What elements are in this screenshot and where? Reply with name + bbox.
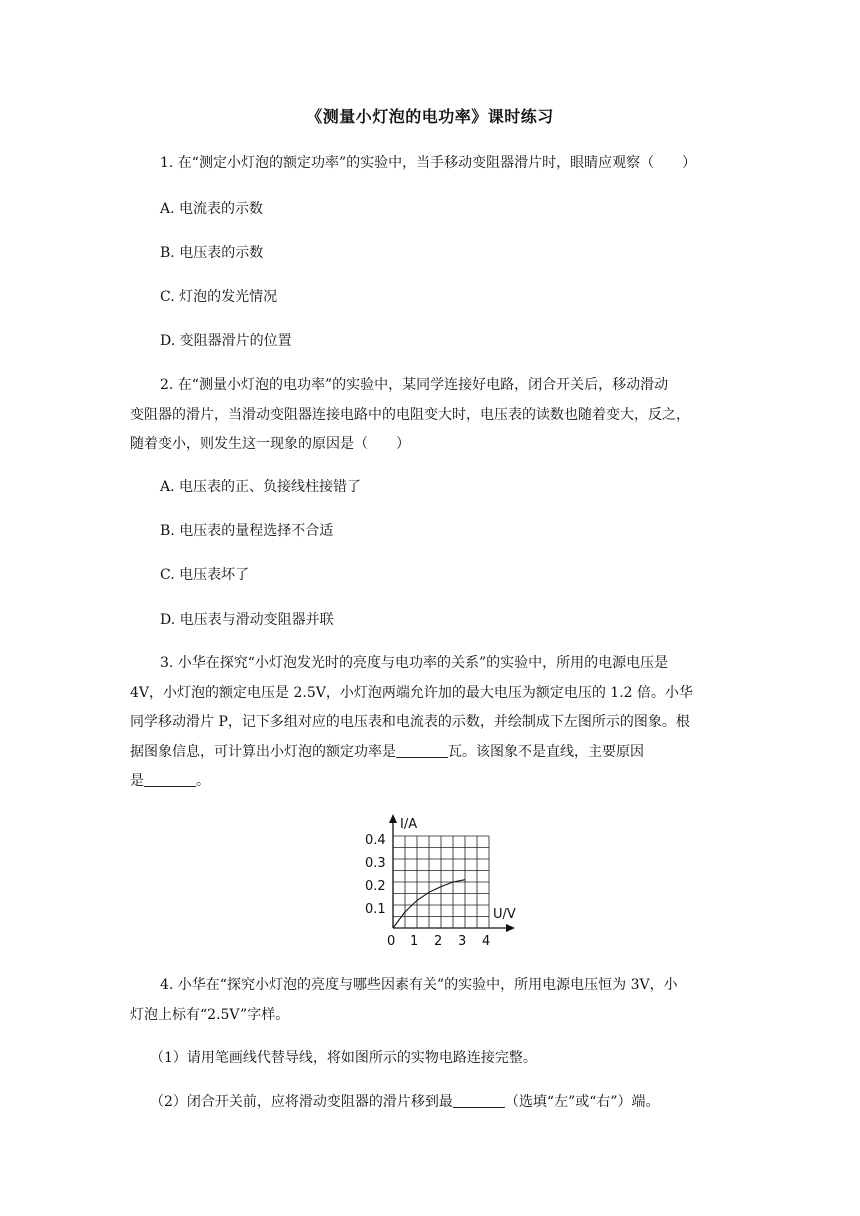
question-2-option-b: B. 电压表的量程选择不合适 bbox=[160, 523, 334, 539]
question-4-sub-2 bbox=[150, 1091, 660, 1111]
question-3-stem-line-3: 同学移动滑片 P，记下多组对应的电压表和电流表的示数，并绘制成下左图所示的图象。根 bbox=[130, 714, 690, 730]
question-2-option-c: C. 电压表坏了 bbox=[160, 567, 250, 583]
question-1-option-b: B. 电压表的示数 bbox=[160, 245, 264, 261]
answer-blank-slider-end[interactable] bbox=[453, 1093, 505, 1108]
question-1-option-d: D. 变阻器滑片的位置 bbox=[160, 333, 292, 349]
question-1-option-a: A. 电流表的示数 bbox=[160, 201, 264, 217]
question-4-stem-line-1: 4. 小华在“探究小灯泡的亮度与哪些因素有关”的实验中，所用电源电压恒为 3V，小 bbox=[160, 977, 678, 993]
question-3-stem-line-4-text: 据图象信息，可计算出小灯泡的额定功率是 bbox=[130, 744, 396, 760]
question-3-stem-line-4-tail: 瓦。该图象不是直线，主要原因 bbox=[448, 744, 644, 760]
origin-label: 0 bbox=[387, 934, 396, 949]
y-tick-label: 0.2 bbox=[365, 879, 386, 894]
x-tick-label: 3 bbox=[458, 934, 467, 949]
x-tick-label: 4 bbox=[482, 934, 491, 949]
question-4-sub-1: （1）请用笔画线代替导线，将如图所示的实物电路连接完整。 bbox=[150, 1050, 537, 1066]
question-3-stem-line-4 bbox=[130, 741, 644, 761]
current-voltage-graph bbox=[355, 812, 535, 952]
question-3-stem-line-5-suffix: 。 bbox=[196, 773, 210, 789]
x-axis-arrow bbox=[506, 924, 515, 932]
question-4-stem-line-2: 灯泡上标有“2.5V”字样。 bbox=[130, 1007, 290, 1023]
page-title: 《测量小灯泡的电功率》课时练习 bbox=[306, 107, 554, 126]
x-tick-label: 2 bbox=[434, 934, 443, 949]
question-2-option-a: A. 电压表的正、负接线柱接错了 bbox=[160, 479, 362, 495]
question-2-stem-line-3: 随着变小，则发生这一现象的原因是（ ） bbox=[130, 436, 410, 452]
y-tick-label: 0.1 bbox=[365, 902, 386, 917]
question-3-stem-line-5 bbox=[130, 770, 210, 790]
question-3-stem-line-2: 4V，小灯泡的额定电压是 2.5V，小灯泡两端允许加的最大电压为额定电压的 1.2 倍。小华 bbox=[130, 685, 694, 701]
y-axis-label: I/A bbox=[400, 817, 418, 832]
question-3-stem-line-5-prefix: 是 bbox=[130, 773, 144, 789]
y-tick-label: 0.4 bbox=[365, 833, 386, 848]
question-2-stem-line-1: 2. 在“测量小灯泡的电功率”的实验中，某同学连接好电路，闭合开关后，移动滑动 bbox=[160, 377, 669, 393]
graph-grid bbox=[393, 836, 489, 928]
x-tick-label: 1 bbox=[410, 934, 419, 949]
y-tick-label: 0.3 bbox=[365, 856, 386, 871]
question-2-option-d: D. 电压表与滑动变阻器并联 bbox=[160, 612, 334, 628]
question-4-sub-2-prefix: （2）闭合开关前，应将滑动变阻器的滑片移到最 bbox=[150, 1094, 453, 1110]
x-axis-label: U/V bbox=[493, 907, 516, 922]
question-1-stem: 1. 在“测定小灯泡的额定功率”的实验中，当手移动变阻器滑片时，眼睛应观察（ ） bbox=[160, 155, 697, 171]
y-axis-arrow bbox=[389, 814, 397, 823]
question-3-stem-line-1: 3. 小华在探究“小灯泡发光时的亮度与电功率的关系”的实验中，所用的电源电压是 bbox=[160, 655, 669, 671]
question-1-option-c: C. 灯泡的发光情况 bbox=[160, 289, 278, 305]
answer-blank-reason[interactable] bbox=[144, 772, 196, 787]
question-2-stem-line-2: 变阻器的滑片，当滑动变阻器连接电路中的电阻变大时，电压表的读数也随着变大，反之， bbox=[130, 407, 690, 423]
question-4-sub-2-suffix: （选填“左”或“右”）端。 bbox=[504, 1094, 660, 1110]
answer-blank-rated-power[interactable] bbox=[396, 743, 448, 758]
